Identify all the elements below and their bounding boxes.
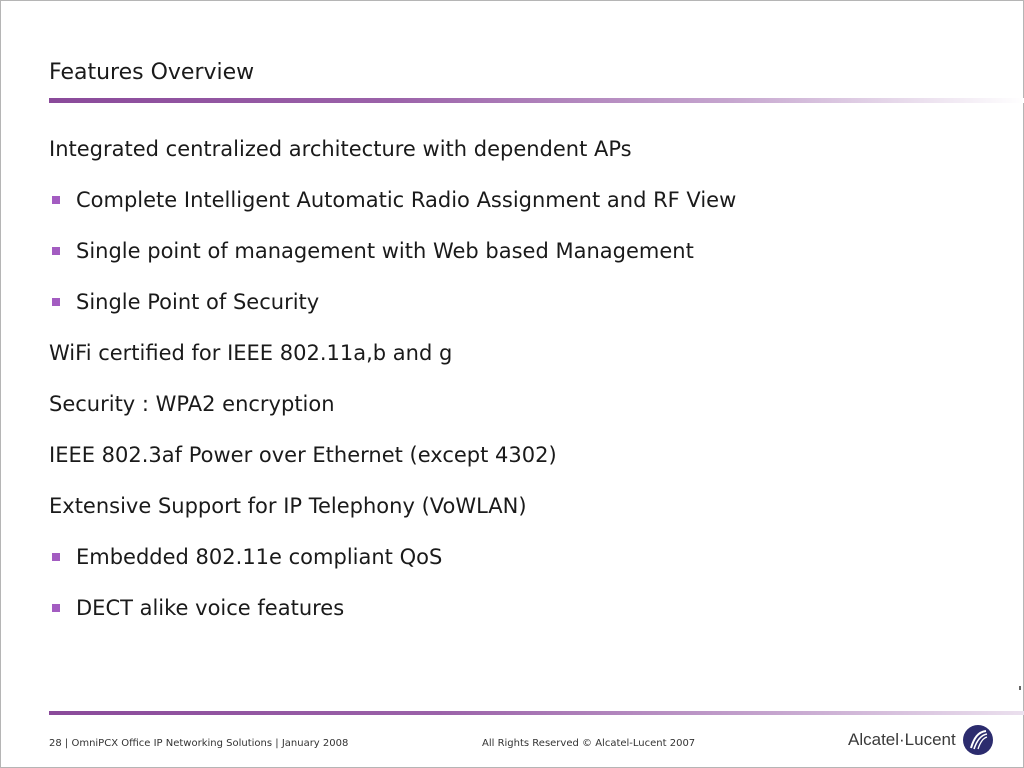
bullet-item-1	[49, 185, 999, 236]
slide-title: Features Overview	[49, 60, 255, 85]
bullet-item-8	[49, 542, 999, 593]
text-line-7	[49, 491, 999, 542]
bullet-item-9	[49, 593, 999, 644]
line-text: WiFi certified for IEEE 802.11a,b and g	[49, 341, 453, 365]
text-line-5	[49, 389, 999, 440]
footer-page-info: 28 | OmniPCX Office IP Networking Solutions | January 2008	[49, 738, 349, 749]
text-line-6	[49, 440, 999, 491]
footer-copyright: All Rights Reserved © Alcatel-Lucent 2007	[482, 738, 696, 749]
line-text: Integrated centralized architecture with dependent APs	[49, 137, 632, 161]
bullet-item-2	[49, 236, 999, 287]
line-text: Security : WPA2 encryption	[49, 392, 335, 416]
square-bullet-icon	[52, 553, 60, 561]
text-line-0	[49, 134, 999, 185]
text-line-4	[49, 338, 999, 389]
line-text: Complete Intelligent Automatic Radio Assignment and RF View	[76, 188, 737, 212]
alcatel-lucent-logo-icon	[962, 724, 994, 756]
square-bullet-icon	[52, 298, 60, 306]
footer-divider	[49, 711, 1024, 715]
bullet-item-3	[49, 287, 999, 338]
edge-mark	[1019, 686, 1021, 690]
title-divider	[49, 98, 1024, 103]
alcatel-lucent-logo	[848, 724, 994, 756]
line-text: DECT alike voice features	[76, 596, 345, 620]
square-bullet-icon	[52, 196, 60, 204]
slide-content	[49, 134, 999, 644]
line-text: Single Point of Security	[76, 290, 320, 314]
line-text: Extensive Support for IP Telephony (VoWLAN)	[49, 494, 527, 518]
line-text: IEEE 802.3af Power over Ethernet (except 4302)	[49, 443, 557, 467]
square-bullet-icon	[52, 247, 60, 255]
square-bullet-icon	[52, 604, 60, 612]
line-text: Single point of management with Web based Management	[76, 239, 694, 263]
line-text: Embedded 802.11e compliant QoS	[76, 545, 443, 569]
logo-wordmark: Alcatel·Lucent	[848, 730, 956, 749]
